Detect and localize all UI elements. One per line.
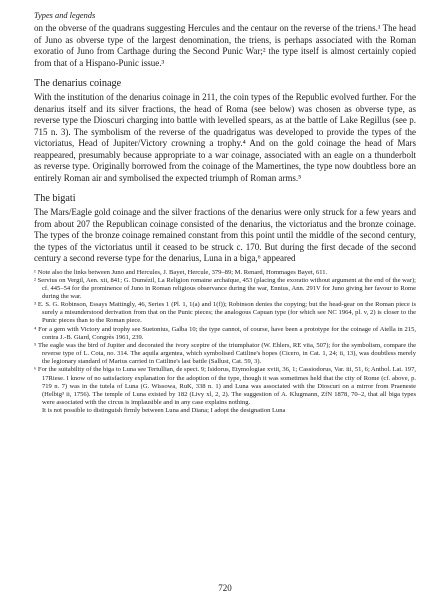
footnote-1: ¹ Note also the links between Juno and Hercules, J. Bayet, Hercule, 379–89; M. Renard, Hommages Bayet, 611. (34, 268, 328, 276)
footnote-continuation: It is not possible to distinguish firmly between Luna and Diana; I adopt the designation Luna (42, 407, 286, 415)
paragraph-intro: on the obverse of the quadrans suggesting Hercules and the centaur on the reverse of the triens.¹ The head of Juno as obverse type of the largest denomination, the triens, is perhaps associated with the Roman exoratio of Juno from Carthage during the Second Punic War;² the type itself is almost certainly copied from that of a Hispano-Punic issue.³ (34, 23, 416, 68)
footnote-5: ⁵ The eagle was the bird of Jupiter and decorated the ivory sceptre of the triumphator (W. Ehlers, RE viia, 507); for the symbolism, compare the reverse type of L. Cota, no. 314. The aquila argentea, which symbolised Catiline's hopes (Cicero, in Cat. 1, 24; ii, 13), was doubtless merely the legionary standard of Marius carried in Catiline's last battle (Sallust, Cat. 59, 3). (34, 341, 416, 366)
paragraph-bigati: The Mars/Eagle gold coinage and the silver fractions of the denarius were only struck for a few years and from about 207 the Republican coinage consisted of the denarius, the victoriatus and the bronze coinage. The types of the bronze coinage remained constant from this point until the middle of the second century, the types of the victoriatus until it ceased to be struck c. 170. But during the first decade of the second century a second reverse type for the denarius, Luna in a biga,⁶ appeared (34, 207, 416, 263)
footnote-3: ³ E. S. G. Robinson, Essays Mattingly, 46, Series 1 (Pl. 1, 1(a) and 1(f)); Robinson denies the copying; but the head-gear on the Roman piece is surely a misunderstood derivation from that on the Punic pieces; the analogous Capuan type (for which see NC 1964, pl. v, 2) is closer to the Punic pieces than to the Roman piece. (34, 301, 416, 325)
paragraph-denarius: With the institution of the denarius coinage in 211, the coin types of the Republic evolved further. For the denarius itself and its silver fractions, the head of Roma (see below) was chosen as obverse type, as reverse type the Dioscuri charging into battle with levelled spears, as at the battle of Lake Regillus (see p. 715 n. 3). The symbolism of the reverse of the quadrigatus was developed to provide the types of the victoriatus, Head of Jupiter/Victory crowning a trophy.⁴ And on the gold coinage the head of Mars reappeared, presumably because appropriate to a war coinage, associated with an eagle on a thunderbolt as reverse type. Originally borrowed from the coinage of the Mamertines, the type now doubtless bore an entirely Roman air and symbolised the expected triumph of Roman arms.⁵ (34, 92, 416, 183)
running-head: Types and legends (34, 11, 96, 20)
footnote-2: ² Servius on Vergil, Aen. xii, 841; G. Dumézil, La Religion romaine archaïque, 453 (placing the exoratio without argument at the end of the war); cf. 445–54 for the prominence of Juno in Roman religious observance during the war, Ennius, Ann. 291V for Juno giving her favour to Rome during the war. (34, 276, 416, 300)
footnote-6: ⁶ For the suitability of the biga to Luna see Tertullian, de spect. 9; Isidorus, Etymologiae xviii, 36, 1; Cassiodorus, Var. iii, 51, 6; Anthol. Lat. 197, 17Riese. I know of no satisfactory explanation for the adoption of the type, though it was sometimes held that the city of Rome (cf. above, p. 719 n. 7) was in the tutela of Luna (G. Wissowa, RuK, 338 n. 1) and Luna was associated with the Dioscuri on a mirror from Praeneste (Helbig³ ii, 1756). The temple of Luna existed by 182 (Livy xl, 2, 2). The suggestion of A. Klugmann, ZfN 1878, 70–2, that all biga types were associated with the circus is implausible and in any case explains nothing. (34, 366, 416, 406)
page-number: 720 (218, 583, 232, 593)
section-heading-bigati: The bigati (34, 193, 76, 204)
footnote-4: ⁴ For a gem with Victory and trophy see Suetonius, Galba 10; the type cannot, of course, have been a prototype for the coinage of Atella in 215, contra J.-B. Giard, Congrès 1961, 239. (34, 325, 416, 341)
footnotes (34, 269, 416, 416)
section-heading-denarius: The denarius coinage (34, 78, 122, 89)
document-page (34, 10, 416, 594)
